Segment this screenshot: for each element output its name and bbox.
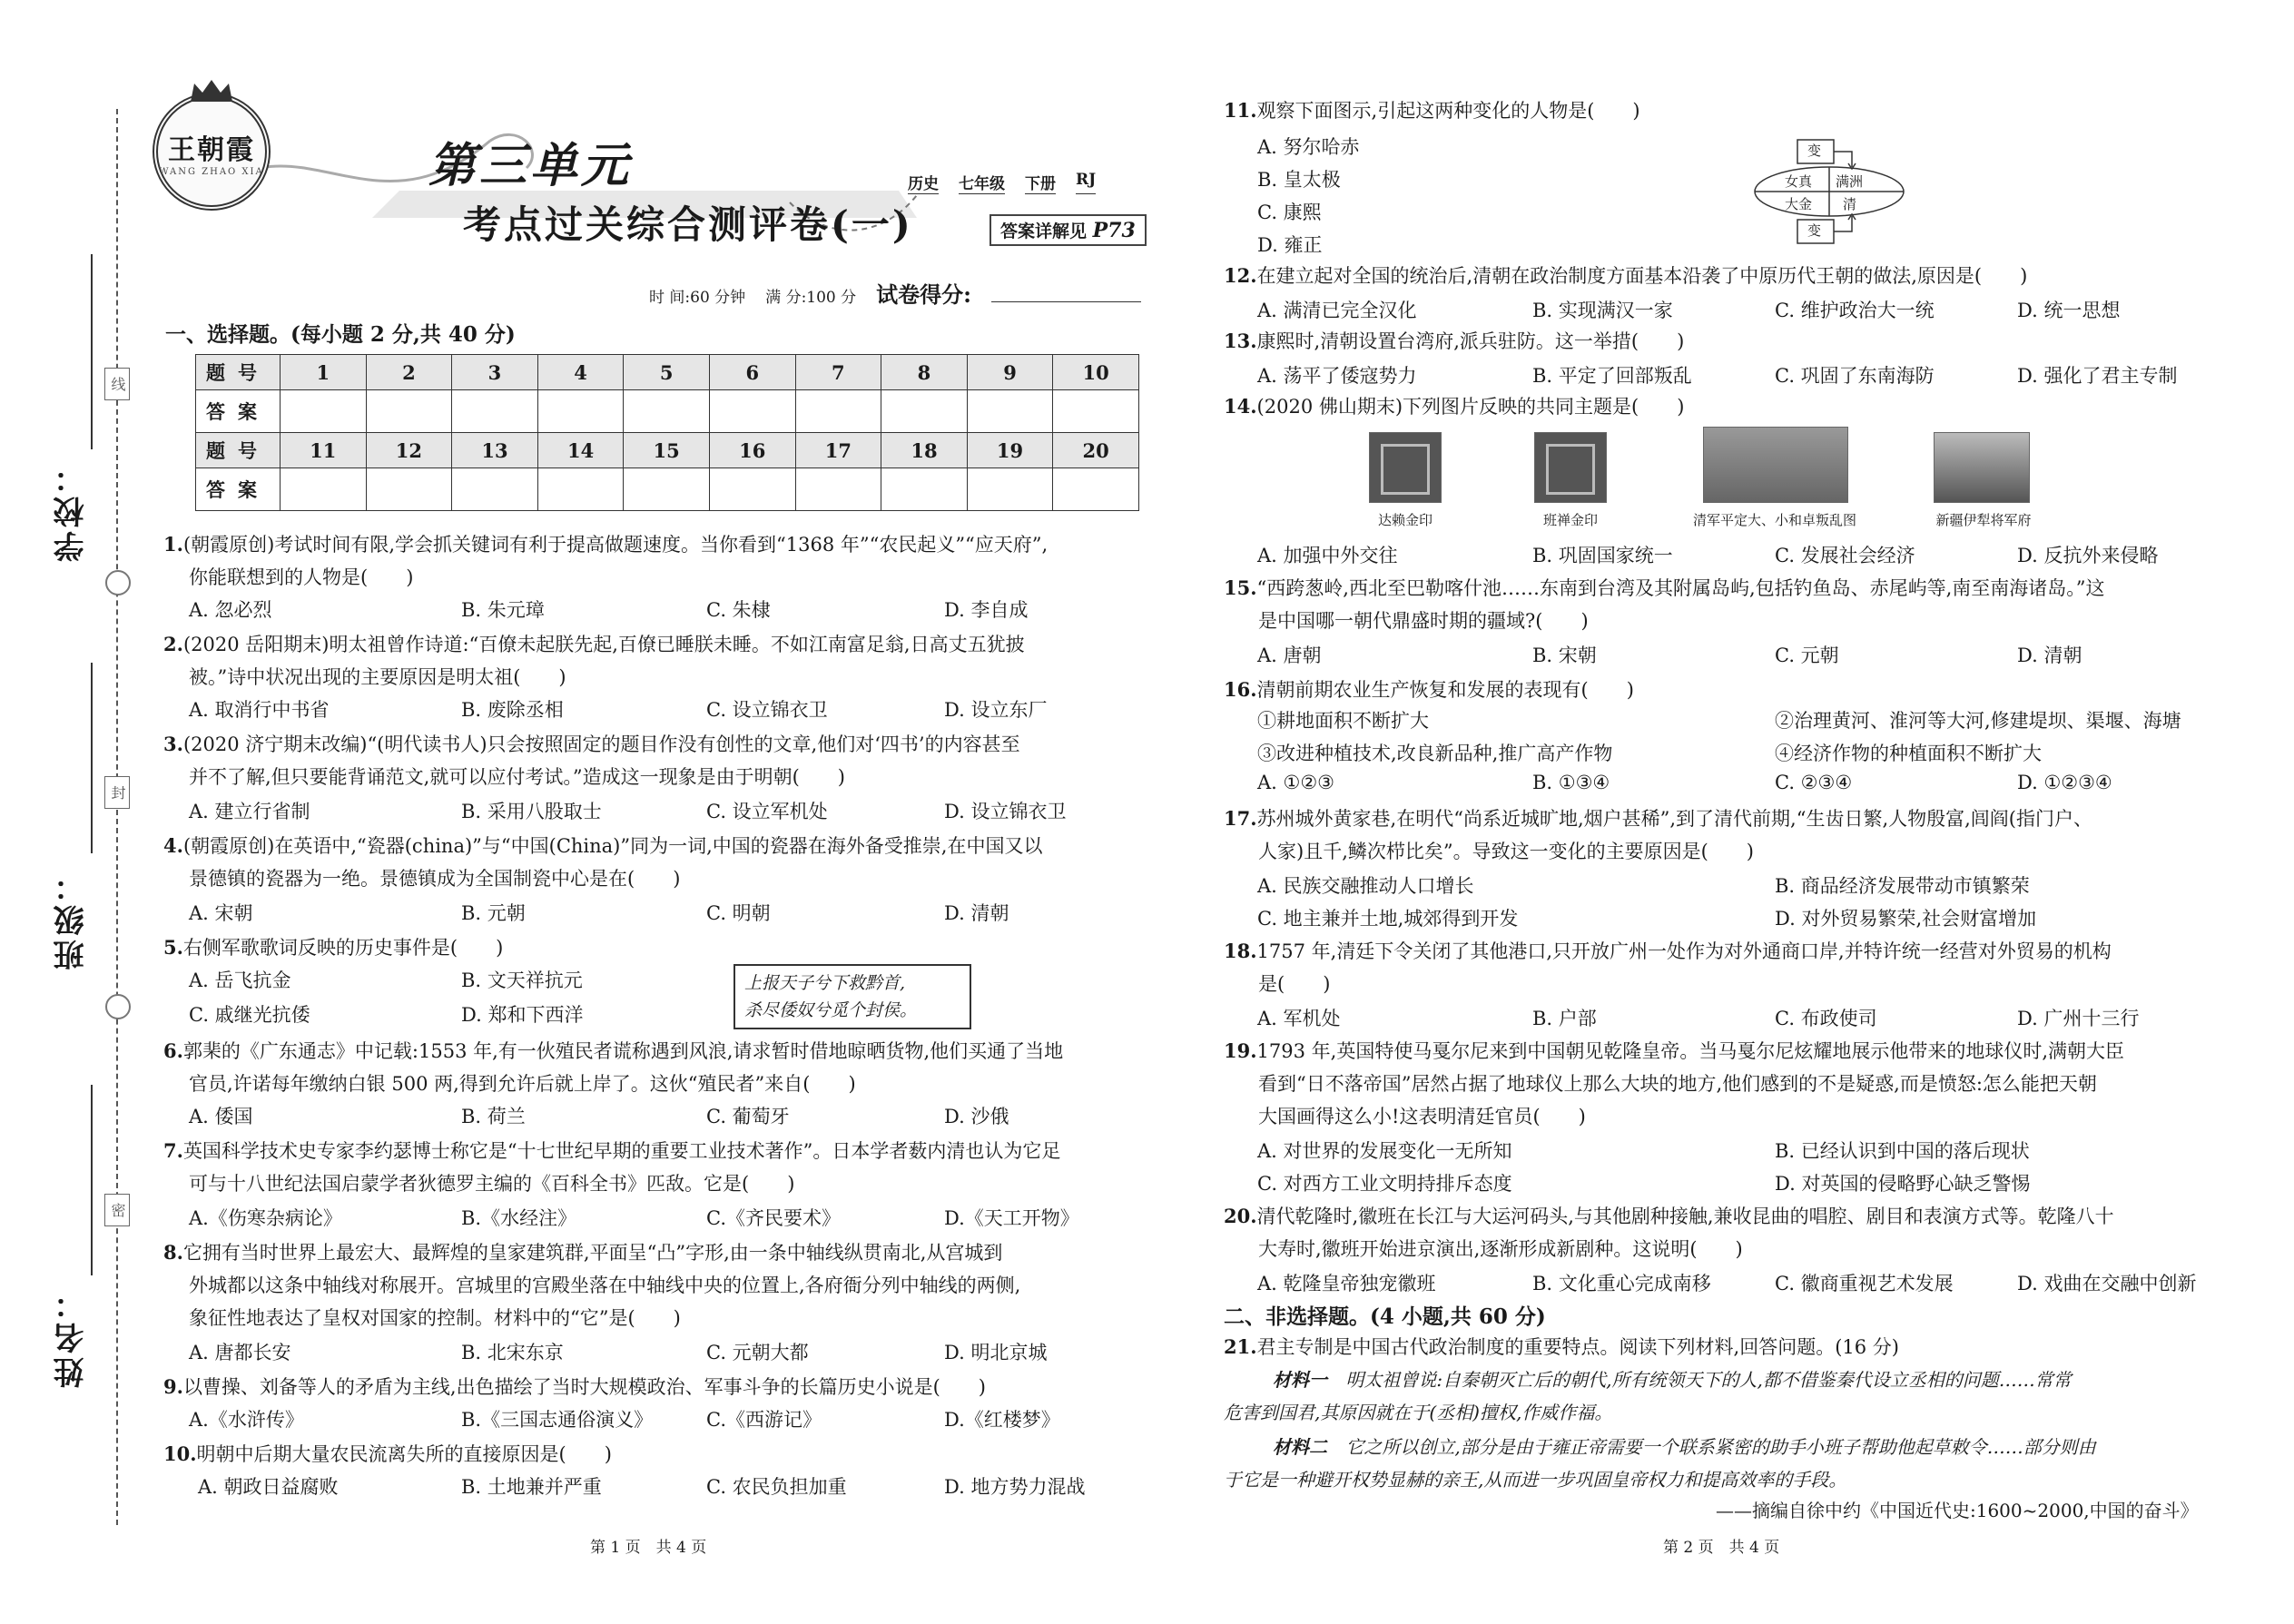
option-d[interactable]: D. 反抗外来侵略 — [2017, 545, 2159, 566]
caption-qing-army: 清军平定大、小和卓叛乱图 — [1692, 512, 1856, 528]
option-a[interactable]: A. 军机处 — [1257, 1008, 1341, 1029]
material-source: ——摘编自徐中约《中国近代史:1600~2000,中国的奋斗》 — [1716, 1500, 2199, 1521]
question-number: 6. — [163, 1039, 183, 1062]
diagram-right-bottom: 清 — [1843, 196, 1857, 212]
option-c[interactable]: C.《齐民要术》 — [706, 1207, 841, 1229]
num-cell: 7 — [795, 355, 881, 390]
question-text: 被。”诗中状况出现的主要原因是明太祖( ) — [189, 666, 566, 688]
section2-title: 二、非选择题。(4 小题,共 60 分) — [1224, 1304, 1546, 1329]
question-text: 右侧军歌歌词反映的历史事件是( ) — [182, 937, 504, 959]
question-text: 1793 年,英国特使马戛尔尼来到中国朝见乾隆皇帝。当马戛尔尼炫耀地展示他带来的地球仪时,满朝大臣 — [1256, 1040, 2125, 1062]
option-b[interactable]: B. 宋朝 — [1532, 645, 1597, 666]
question-number: 14. — [1224, 395, 1257, 418]
answer-cell[interactable] — [795, 390, 881, 433]
num-cell: 10 — [1053, 355, 1139, 390]
question-text: 官员,许诺每年缴纳白银 500 两,得到允许后就上岸了。这伙“殖民者”来自( ) — [189, 1073, 856, 1095]
diagram-bottom-label: 变 — [1807, 222, 1822, 239]
option-d[interactable]: D. 郑和下西洋 — [461, 1004, 584, 1026]
diagram-right-top: 满洲 — [1836, 173, 1864, 190]
question-14 — [1224, 390, 2213, 423]
answer-table — [195, 354, 1139, 511]
question-11 — [1224, 94, 2213, 127]
answer-cell[interactable] — [795, 468, 881, 511]
option-c[interactable]: C. 维护政治大一统 — [1775, 300, 1935, 321]
num-cell: 16 — [709, 433, 795, 468]
option-c[interactable]: C. 巩固了东南海防 — [1775, 365, 1935, 387]
num-cell: 1 — [281, 355, 367, 390]
lyric-line: 杀尽倭奴兮觅个封侯。 — [744, 1000, 918, 1020]
crown-icon — [189, 78, 234, 103]
material-text: 明太祖曾说:自秦朝灭亡后的朝代,所有统领天下的人,都不借鉴秦代设立丞相的问题……常常 — [1345, 1369, 2072, 1391]
num-cell: 8 — [881, 355, 968, 390]
option-a[interactable]: A. 岳飞抗金 — [189, 969, 291, 991]
option-c[interactable]: C. 元朝大都 — [706, 1342, 809, 1363]
option-c[interactable]: C. 地主兼并土地,城郊得到开发 — [1257, 908, 1519, 930]
question-number: 16. — [1224, 678, 1257, 701]
name-underline — [91, 1085, 93, 1275]
material-1 — [1224, 1363, 2213, 1429]
answer-cell[interactable] — [1053, 468, 1139, 511]
option-a[interactable]: A. 满清已完全汉化 — [1257, 300, 1417, 321]
question-18 — [1224, 935, 2213, 1000]
diagram-left-bottom: 大金 — [1785, 196, 1813, 212]
ili-general-mansion-image — [1934, 432, 2030, 503]
answer-cell[interactable] — [452, 390, 538, 433]
answer-label: 答案 — [196, 468, 281, 511]
option-c[interactable]: C. 康熙 — [1257, 202, 1322, 223]
question-7 — [163, 1135, 1153, 1200]
tag-subject: 历史 — [908, 171, 939, 194]
tag-volume: 下册 — [1025, 171, 1056, 194]
option-c[interactable]: C. 葡萄牙 — [706, 1106, 790, 1127]
question-number: 4. — [163, 834, 183, 857]
option-d[interactable]: D. 设立锦衣卫 — [944, 801, 1067, 822]
option-b[interactable]: B. 户部 — [1532, 1008, 1597, 1029]
caption-ili-mansion: 新疆伊犁将军府 — [1935, 512, 2032, 528]
option-c[interactable]: C. 戚继光抗倭 — [189, 1004, 310, 1026]
option-d[interactable]: D. 清朝 — [2017, 645, 2082, 666]
tag-grade: 七年级 — [959, 171, 1005, 194]
class-underline — [91, 663, 93, 853]
option-b[interactable]: B. 元朝 — [461, 902, 526, 924]
score-input-line[interactable] — [991, 283, 1141, 302]
question-number: 8. — [163, 1241, 183, 1264]
option-a[interactable]: A. 忽必烈 — [189, 599, 272, 621]
answer-table-number-row — [196, 433, 1139, 468]
option-d[interactable]: D. ①②③④ — [2017, 772, 2112, 793]
statement-4: ④经济作物的种植面积不断扩大 — [1775, 743, 2042, 764]
option-d[interactable]: D. 戏曲在交融中创新 — [2017, 1273, 2197, 1294]
option-a[interactable]: A. 加强中外交往 — [1257, 545, 1398, 566]
answer-cell[interactable] — [281, 390, 367, 433]
answer-table-answer-row — [196, 468, 1139, 511]
option-c[interactable]: C. 发展社会经济 — [1775, 545, 1915, 566]
num-cell: 15 — [624, 433, 710, 468]
subject-tags — [908, 171, 1096, 194]
answer-cell[interactable] — [624, 390, 710, 433]
question-9 — [163, 1371, 1153, 1403]
question-text: 1757 年,清廷下令关闭了其他港口,只开放广州一处作为对外通商口岸,并特许统一经营对外贸易的机构 — [1256, 940, 2112, 962]
num-cell: 6 — [709, 355, 795, 390]
class-label: 班级： — [54, 867, 90, 970]
material-2 — [1224, 1431, 2213, 1496]
question-number: 7. — [163, 1139, 183, 1162]
num-cell: 4 — [537, 355, 624, 390]
question-1 — [163, 528, 1153, 594]
option-b[interactable]: B.《三国志通俗演义》 — [461, 1409, 654, 1431]
logo-text: 王朝霞 — [168, 133, 255, 166]
num-cell: 3 — [452, 355, 538, 390]
question-text: (2020 岳阳期末)明太祖曾作诗道:“百僚未起朕先起,百僚已睡朕未睡。不如江南富足翁,日高丈五犹披 — [182, 634, 1025, 655]
answer-cell[interactable] — [967, 468, 1053, 511]
answer-ref-page: P73 — [1092, 219, 1136, 242]
answer-cell[interactable] — [881, 468, 968, 511]
page-footer-left: 第 1 页 共 4 页 — [590, 1539, 707, 1557]
num-cell: 5 — [624, 355, 710, 390]
question-number: 2. — [163, 633, 183, 655]
question-text: 观察下面图示,引起这两种变化的人物是( ) — [1256, 100, 1640, 122]
exam-full-score: 满 分:100 分 — [765, 289, 857, 307]
option-a[interactable]: A.《水浒传》 — [189, 1409, 304, 1431]
question-12 — [1224, 260, 2213, 292]
lyric-line: 上报天子兮下救黔首, — [744, 973, 906, 993]
question-text: “西跨葱岭,西北至巴勒喀什池……东南到台湾及其附属岛屿,包括钓鱼岛、赤尾屿等,南至南海诸岛。”这 — [1256, 577, 2105, 599]
logo-subtext: WANG ZHAO XIA — [159, 166, 264, 177]
section1-title: 一、选择题。(每小题 2 分,共 40 分) — [165, 322, 516, 347]
option-c[interactable]: C. 设立锦衣卫 — [706, 699, 828, 721]
question-5 — [163, 931, 1153, 964]
school-label: 学校： — [54, 458, 90, 562]
option-b[interactable]: B. 采用八股取士 — [461, 801, 602, 822]
brand-logo — [153, 93, 271, 211]
exam-meta — [649, 277, 1141, 309]
row-label: 题号 — [196, 355, 281, 390]
answer-cell[interactable] — [281, 468, 367, 511]
answer-cell[interactable] — [366, 390, 452, 433]
dalai-seal-image — [1369, 432, 1442, 503]
option-a[interactable]: A. 宋朝 — [189, 902, 253, 924]
material-label: 材料一 — [1273, 1369, 1327, 1391]
question-text: 是( ) — [1258, 973, 1331, 995]
option-b[interactable]: B. 平定了回部叛乱 — [1532, 365, 1692, 387]
option-d[interactable]: D. 雍正 — [1257, 234, 1323, 256]
option-d[interactable]: D. 对外贸易繁荣,社会财富增加 — [1775, 908, 2037, 930]
question-text: 大国画得这么小!这表明清廷官员( ) — [1258, 1106, 1586, 1127]
question-number: 5. — [163, 936, 183, 959]
question-text: 象征性地表达了皇权对国家的控制。材料中的“它”是( ) — [189, 1307, 681, 1329]
question-15 — [1224, 572, 2213, 637]
question-19 — [1224, 1035, 2213, 1133]
num-cell: 11 — [281, 433, 367, 468]
page-footer-right: 第 2 页 共 4 页 — [1663, 1539, 1780, 1557]
question-3 — [163, 728, 1153, 793]
row-label: 题号 — [196, 433, 281, 468]
material-text: 于它是一种避开权势显赫的亲王,从而进一步巩固皇帝权力和提高效率的手段。 — [1224, 1469, 1847, 1491]
option-c[interactable]: C. 农民负担加重 — [706, 1476, 847, 1498]
paper-title: 考点过关综合测评卷(一) — [463, 202, 913, 247]
question-text: 看到“日不落帝国”居然占据了地球仪上那么大块的地方,他们感到的不是疑惑,而是愤怒:怎么能把天朝 — [1258, 1073, 2097, 1095]
tag-edition: RJ — [1076, 171, 1096, 194]
option-b[interactable]: B. 土地兼并严重 — [461, 1476, 602, 1498]
question-text: 清代乾隆时,徽班在长江与大运河码头,与其他剧种接触,兼收昆曲的唱腔、剧目和表演方式等。乾隆八十 — [1256, 1206, 2114, 1227]
option-b[interactable]: B. 废除丞相 — [461, 699, 564, 721]
option-c[interactable]: C. 元朝 — [1775, 645, 1839, 666]
question-text: 是中国哪一朝代鼎盛时期的疆域?( ) — [1258, 610, 1589, 632]
question-text: 景德镇的瓷器为一绝。景德镇成为全国制瓷中心是在( ) — [189, 868, 681, 890]
question-number: 9. — [163, 1375, 183, 1398]
material-text: 它之所以创立,部分是由于雍正帝需要一个联系紧密的助手小班子帮助他起草敕令……部分则由 — [1345, 1436, 2096, 1458]
answer-cell[interactable] — [624, 468, 710, 511]
option-b[interactable]: B.《水经注》 — [461, 1207, 577, 1229]
binding-hole-top — [105, 570, 131, 595]
question-number: 20. — [1224, 1205, 1257, 1227]
question-text: 人家)且千,鳞次栉比矣”。导致这一变化的主要原因是( ) — [1258, 841, 1754, 862]
option-b[interactable]: B. 朱元璋 — [461, 599, 545, 621]
question-text: 它拥有当时世界上最宏大、最辉煌的皇家建筑群,平面呈“凸”字形,由一条中轴线纵贯南北,从宫城到 — [182, 1242, 1003, 1264]
option-a[interactable]: A. 倭国 — [189, 1106, 253, 1127]
binding-hole-bottom — [105, 994, 131, 1019]
option-c[interactable]: C. 徽商重视艺术发展 — [1775, 1273, 1954, 1294]
question-10 — [163, 1438, 1153, 1471]
question-text: 你能联想到的人物是( ) — [189, 566, 414, 588]
material-text: 危害到国君,其原因就在于(丞相)擅权,作威作福。 — [1224, 1402, 1613, 1423]
question-number: 3. — [163, 733, 183, 755]
option-b[interactable]: B. 巩固国家统一 — [1532, 545, 1673, 566]
option-a[interactable]: A. 取消行中书省 — [189, 699, 330, 721]
answer-ref-label: 答案详解见 — [1000, 221, 1088, 241]
num-cell: 17 — [795, 433, 881, 468]
option-b[interactable]: B. 商品经济发展带动市镇繁荣 — [1775, 875, 2030, 897]
question-text: 君主专制是中国古代政治制度的重要特点。阅读下列材料,回答问题。(16 分) — [1256, 1336, 1900, 1358]
unit-title: 第三单元 — [428, 138, 633, 193]
option-b[interactable]: B. 文化重心完成南移 — [1532, 1273, 1711, 1294]
option-d[interactable]: D. 统一思想 — [2017, 300, 2121, 321]
question-text: (朝霞原创)考试时间有限,学会抓关键词有利于提高做题速度。当你看到“1368 年”“农民起义”“应天府”, — [182, 534, 1049, 556]
question-17 — [1224, 802, 2213, 868]
panchen-seal-image — [1534, 432, 1607, 503]
option-a[interactable]: A. ①②③ — [1257, 772, 1334, 793]
option-d[interactable]: D. 地方势力混战 — [944, 1476, 1086, 1498]
answer-cell[interactable] — [967, 390, 1053, 433]
question-text: (朝霞原创)在英语中,“瓷器(china)”与“中国(China)”同为一词,中国的瓷器在海外备受推崇,在中国又以 — [182, 835, 1043, 857]
song-lyrics-box — [733, 964, 971, 1029]
num-cell: 13 — [452, 433, 538, 468]
question-13 — [1224, 325, 2213, 358]
option-c[interactable]: C. 朱棣 — [706, 599, 771, 621]
question-number: 18. — [1224, 940, 1257, 962]
question-number: 15. — [1224, 576, 1257, 599]
option-d[interactable]: D. 清朝 — [944, 902, 1009, 924]
num-cell: 2 — [366, 355, 452, 390]
option-d[interactable]: D. 设立东厂 — [944, 699, 1048, 721]
option-a[interactable]: A. 唐朝 — [1257, 645, 1322, 666]
question-number: 21. — [1224, 1335, 1257, 1358]
option-d[interactable]: D. 李自成 — [944, 599, 1029, 621]
statement-2: ②治理黄河、淮河等大河,修建堤坝、渠堰、海塘 — [1775, 710, 2181, 732]
option-a[interactable]: A. 荡平了倭寇势力 — [1257, 365, 1417, 387]
answer-cell[interactable] — [537, 468, 624, 511]
question-number: 10. — [163, 1442, 197, 1465]
caption-dalai-seal: 达赖金印 — [1377, 512, 1433, 528]
question-4 — [163, 830, 1153, 895]
answer-cell[interactable] — [1053, 390, 1139, 433]
option-d[interactable]: D. 明北京城 — [944, 1342, 1048, 1363]
option-b[interactable]: B. ①③④ — [1532, 772, 1610, 793]
school-underline — [91, 254, 93, 449]
question-text: 清朝前期农业生产恢复和发展的表现有( ) — [1256, 679, 1634, 701]
dynasty-change-diagram — [1752, 138, 1906, 245]
num-cell: 19 — [967, 433, 1053, 468]
answer-cell[interactable] — [709, 390, 795, 433]
answer-cell[interactable] — [881, 390, 968, 433]
option-a[interactable]: A. 乾隆皇帝独宠徽班 — [1257, 1273, 1436, 1294]
diagram-left-top: 女真 — [1785, 173, 1813, 190]
binding-dashed-line — [116, 109, 118, 1525]
num-cell: 14 — [537, 433, 624, 468]
question-2 — [163, 628, 1153, 694]
question-text: 在建立起对全国的统治后,清朝在政治制度方面基本沿袭了中原历代王朝的做法,原因是( ) — [1256, 265, 2028, 287]
question-text: 可与十八世纪法国启蒙学者狄德罗主编的《百科全书》匹敌。它是( ) — [189, 1173, 795, 1195]
option-b[interactable]: B. 皇太极 — [1257, 169, 1341, 191]
question-text: 大寿时,徽班开始进京演出,逐渐形成新剧种。这说明( ) — [1258, 1238, 1743, 1260]
answer-cell[interactable] — [452, 468, 538, 511]
material-label: 材料二 — [1273, 1436, 1327, 1458]
answer-cell[interactable] — [537, 390, 624, 433]
option-d[interactable]: D. 沙俄 — [944, 1106, 1009, 1127]
question-number: 11. — [1224, 99, 1257, 122]
question-text: 康熙时,清朝设置台湾府,派兵驻防。这一举措( ) — [1256, 330, 1685, 352]
option-c[interactable]: C. 明朝 — [706, 902, 771, 924]
option-a[interactable]: A.《伤寒杂病论》 — [189, 1207, 342, 1229]
qing-army-painting-image — [1703, 427, 1848, 503]
statement-1: ①耕地面积不断扩大 — [1257, 710, 1429, 732]
question-text: 外城都以这条中轴线对称展开。宫城里的宫殿坐落在中轴线中央的位置上,各府衙分列中轴线的两侧, — [189, 1275, 1021, 1296]
option-c[interactable]: C.《西游记》 — [706, 1409, 822, 1431]
question-number: 12. — [1224, 264, 1257, 287]
caption-panchen-seal: 班禅金印 — [1542, 512, 1598, 528]
statement-3: ③改进种植技术,改良新品种,推广高产作物 — [1257, 743, 1613, 764]
question-number: 17. — [1224, 807, 1257, 830]
answer-table-number-row — [196, 355, 1139, 390]
option-c[interactable]: C. 设立军机处 — [706, 801, 828, 822]
option-b[interactable]: B. 已经认识到中国的落后现状 — [1775, 1140, 2030, 1162]
question-8 — [163, 1236, 1153, 1334]
option-b[interactable]: B. 北宋东京 — [461, 1342, 564, 1363]
option-c[interactable]: C. 布政使司 — [1775, 1008, 1877, 1029]
binding-tick-bottom: 密 — [104, 1194, 130, 1226]
question-text: 郭棐的《广东通志》中记载:1553 年,有一伙殖民者谎称遇到风浪,请求暂时借地晾晒货物,他们买通了当地 — [182, 1040, 1064, 1062]
option-b[interactable]: B. 文天祥抗元 — [461, 969, 583, 991]
num-cell: 18 — [881, 433, 968, 468]
option-d[interactable]: D.《红楼梦》 — [944, 1409, 1060, 1431]
option-c[interactable]: C. 对西方工业文明持排斥态度 — [1257, 1173, 1512, 1195]
question-text: (2020 佛山期末)下列图片反映的共同主题是( ) — [1256, 396, 1685, 418]
question-6 — [163, 1035, 1153, 1100]
question-21 — [1224, 1331, 2213, 1363]
option-a[interactable]: A. 努尔哈赤 — [1257, 136, 1360, 158]
option-b[interactable]: B. 荷兰 — [461, 1106, 526, 1127]
option-b[interactable]: B. 实现满汉一家 — [1532, 300, 1673, 321]
binding-tick-top: 线 — [104, 368, 130, 400]
diagram-top-label: 变 — [1807, 143, 1822, 159]
option-d[interactable]: D. 广州十三行 — [2017, 1008, 2140, 1029]
binding-tick-mid: 封 — [104, 776, 130, 809]
answer-table-answer-row — [196, 390, 1139, 433]
num-cell: 12 — [366, 433, 452, 468]
option-a[interactable]: A. 民族交融推动人口增长 — [1257, 875, 1474, 897]
question-text: 以曹操、刘备等人的矛盾为主线,出色描绘了当时大规模政治、军事斗争的长篇历史小说是( ) — [182, 1376, 986, 1398]
option-d[interactable]: D. 对英国的侵略野心缺乏警惕 — [1775, 1173, 2031, 1195]
question-20 — [1224, 1200, 2213, 1265]
option-d[interactable]: D.《天工开物》 — [944, 1207, 1079, 1229]
question-16 — [1224, 674, 2213, 706]
answer-cell[interactable] — [709, 468, 795, 511]
num-cell: 20 — [1053, 433, 1139, 468]
answer-label: 答案 — [196, 390, 281, 433]
score-label: 试卷得分: — [876, 281, 972, 308]
name-label: 姓名： — [54, 1284, 90, 1388]
question-number: 1. — [163, 533, 183, 556]
answer-cell[interactable] — [366, 468, 452, 511]
answer-reference-box — [989, 214, 1147, 246]
question-text: 并不了解,但只要能背诵范文,就可以应付考试。”造成这一现象是由于明朝( ) — [189, 766, 845, 788]
question-number: 19. — [1224, 1039, 1257, 1062]
option-a[interactable]: A. 唐都长安 — [189, 1342, 291, 1363]
question-text: 英国科学技术史专家李约瑟博士称它是“十七世纪早期的重要工业技术著作”。日本学者薮内清也认为它足 — [182, 1140, 1061, 1162]
option-d[interactable]: D. 强化了君主专制 — [2017, 365, 2178, 387]
exam-time: 时 间:60 分钟 — [649, 289, 746, 307]
option-c[interactable]: C. ②③④ — [1775, 772, 1853, 793]
question-text: (2020 济宁期末改编)“(明代读书人)只会按照固定的题目作没有创性的文章,他们对‘四书’的内容甚至 — [182, 733, 1020, 755]
num-cell: 9 — [967, 355, 1053, 390]
question-number: 13. — [1224, 330, 1257, 352]
question-text: 苏州城外黄家巷,在明代“尚系近城旷地,烟户甚稀”,到了清代前期,“生齿日繁,人物殷富,闾阎(指门户、 — [1256, 808, 2092, 830]
option-a[interactable]: A. 对世界的发展变化一无所知 — [1257, 1140, 1512, 1162]
question-text: 明朝中后期大量农民流离失所的直接原因是( ) — [196, 1443, 612, 1465]
option-a[interactable]: A. 朝政日益腐败 — [198, 1476, 339, 1498]
option-a[interactable]: A. 建立行省制 — [189, 801, 310, 822]
